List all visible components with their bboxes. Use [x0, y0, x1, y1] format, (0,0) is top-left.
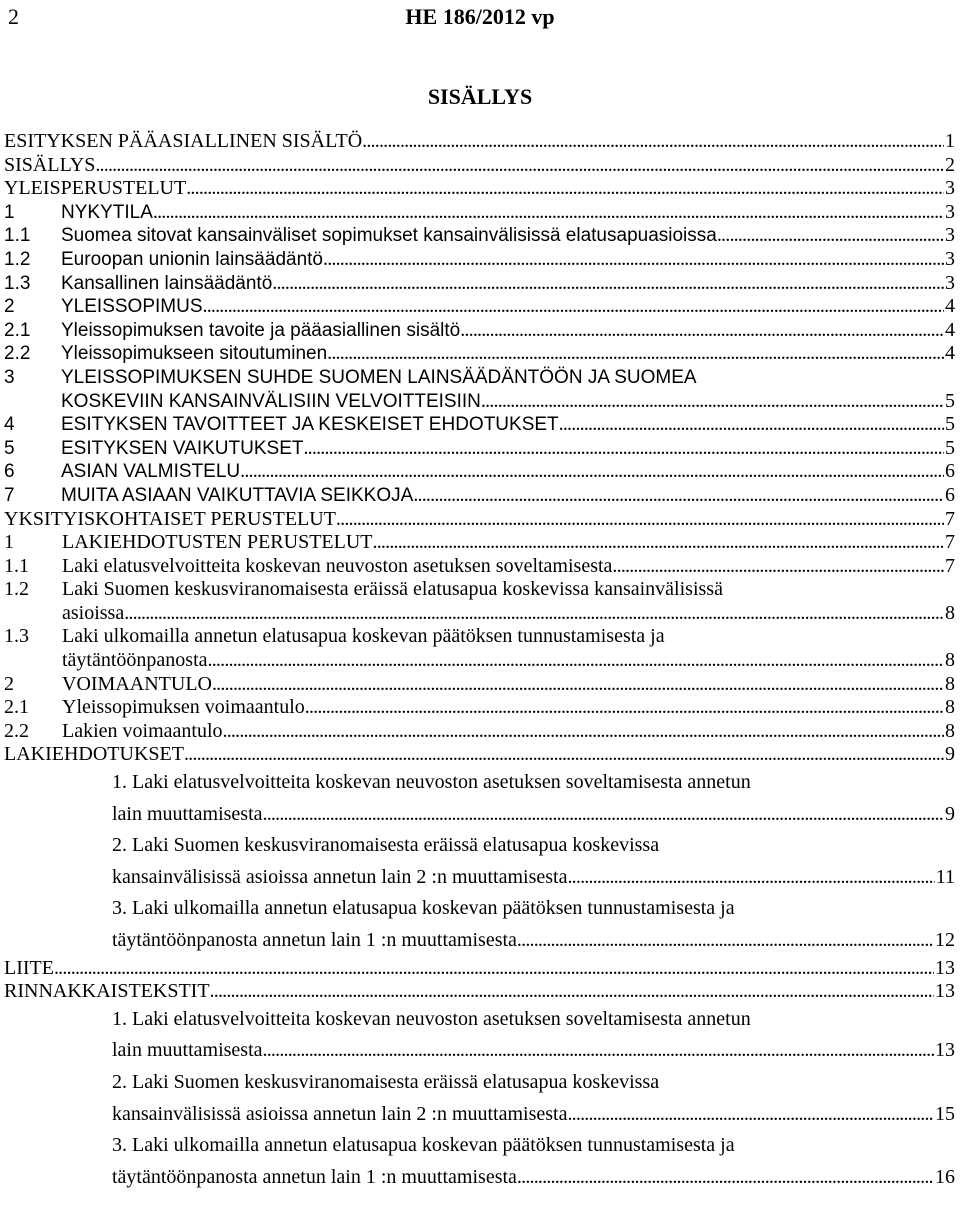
toc-entry-text: ESITYKSEN TAVOITTEET JA KESKEISET EHDOTUKSET: [61, 414, 559, 436]
dot-leader: [323, 248, 944, 272]
dot-leader: [612, 555, 944, 579]
toc-page-number: 5: [945, 436, 955, 459]
dot-leader: [717, 224, 944, 248]
toc-page-number: 13: [935, 1039, 955, 1062]
toc-entry[interactable]: [4, 319, 955, 343]
toc-page-number: 2: [945, 153, 955, 176]
toc-page-number: 13: [935, 980, 955, 1003]
toc-page-number: 8: [945, 672, 955, 695]
dot-leader: [567, 1099, 934, 1131]
toc-entry-text: LAKIEHDOTUKSET: [4, 743, 184, 766]
dot-leader: [327, 342, 944, 366]
toc-entry-text: 2. Laki Suomen keskusviranomaisesta eräissä elatusapua koskevissa: [112, 834, 660, 857]
toc-entry-number: 1: [4, 201, 15, 223]
toc-entry[interactable]: [4, 460, 955, 484]
toc-entry[interactable]: [4, 893, 955, 956]
toc-entry[interactable]: [4, 555, 955, 579]
toc-page-number: 1: [945, 130, 955, 152]
toc-title: SISÄLLYS: [427, 84, 533, 109]
toc-entry[interactable]: [4, 413, 955, 437]
toc-entry-text: ESITYKSEN VAIKUTUKSET: [61, 437, 304, 459]
toc-entry-text: VOIMAANTULO: [62, 672, 212, 695]
toc-entry-text: Yleissopimuksen tavoite ja pääasiallinen sisältö: [61, 319, 461, 341]
toc-entry[interactable]: [4, 201, 955, 225]
toc-entry-number: 1: [4, 531, 14, 554]
toc-entry-text: lain muuttamisesta: [112, 802, 263, 825]
toc-entry[interactable]: [4, 696, 955, 720]
toc-entry[interactable]: [4, 1130, 955, 1193]
toc-entry[interactable]: [4, 342, 955, 366]
toc-entry[interactable]: [4, 224, 955, 248]
toc-entry-number: 1.2: [4, 578, 29, 601]
toc-page-number: 5: [945, 413, 955, 436]
dot-leader: [184, 743, 944, 767]
toc-page-number: 4: [945, 342, 955, 365]
toc-entry-text: KOSKEVIIN KANSAINVÄLISIIN VELVOITTEISIIN: [61, 390, 481, 412]
dot-leader: [95, 154, 944, 178]
toc-page-number: 3: [945, 271, 955, 294]
toc-entry[interactable]: [4, 720, 955, 744]
dot-leader: [517, 1162, 934, 1194]
toc-entry[interactable]: [4, 743, 955, 767]
toc-entry[interactable]: [4, 625, 955, 672]
toc-entry-text: YLEISSOPIMUKSEN SUHDE SUOMEN LAINSÄÄDÄNTÖÖN JA SUOMEA: [61, 366, 697, 388]
toc-page-number: 12: [935, 929, 955, 951]
toc-entry-number: 1.1: [4, 554, 29, 577]
toc-entry-text: RINNAKKAISTEKSTIT: [4, 980, 210, 1003]
toc-entry-text: kansainvälisissä asioissa annetun lain 2 :n muuttamisesta: [112, 1102, 568, 1125]
dot-leader: [481, 390, 944, 414]
toc-page-number: 3: [945, 224, 955, 247]
toc-entry-text: YLEISPERUSTELUT: [4, 177, 187, 200]
toc-entry-number: 2.2: [4, 719, 29, 742]
toc-entry-number: 4: [4, 414, 15, 436]
toc-entry-text: 3. Laki ulkomailla annetun elatusapua koskevan päätöksen tunnustamisesta ja: [112, 897, 735, 920]
dot-leader: [272, 272, 944, 296]
toc-entry-text: 1. Laki elatusvelvoitteita koskevan neuvoston asetuksen soveltamisesta annetun: [112, 1007, 751, 1030]
dot-leader: [263, 799, 944, 831]
document-id: HE 186/2012 vp: [405, 4, 555, 29]
toc-entry-number: 2.1: [4, 696, 29, 719]
toc-page-number: 4: [945, 318, 955, 341]
toc-page-number: 3: [945, 177, 955, 200]
toc-entry[interactable]: [4, 295, 955, 319]
toc-page-number: 13: [935, 956, 955, 979]
toc-entry[interactable]: [4, 366, 955, 413]
toc-entry-text: 3. Laki ulkomailla annetun elatusapua koskevan päätöksen tunnustamisesta ja: [112, 1134, 735, 1157]
toc-entry-number: 1.1: [4, 225, 31, 247]
toc-entry-text: MUITA ASIAAN VAIKUTTAVIA SEIKKOJA: [61, 484, 414, 506]
toc-entry-text: Laki ulkomailla annetun elatusapua koskevan päätöksen tunnustamisesta ja: [62, 625, 665, 648]
toc-entry-number: 1.3: [4, 625, 29, 648]
toc-entry-text: Euroopan unionin lainsäädäntö: [61, 248, 323, 270]
dot-leader: [517, 925, 934, 957]
toc-page-number: 11: [935, 865, 955, 888]
toc-entry-text: ESITYKSEN PÄÄASIALLINEN SISÄLTÖ: [4, 130, 363, 152]
toc-entry-number: 2.1: [4, 319, 31, 341]
dot-leader: [203, 295, 945, 319]
toc-entry[interactable]: [4, 484, 955, 508]
dot-leader: [373, 531, 944, 555]
toc-page-number: 7: [945, 531, 955, 554]
toc-entry-text: 2. Laki Suomen keskusviranomaisesta eräissä elatusapua koskevissa: [112, 1070, 660, 1093]
dot-leader: [54, 957, 934, 981]
toc-page-number: 7: [945, 507, 955, 530]
toc-entry-text: asioissa: [62, 601, 125, 624]
toc-page-number: 7: [945, 554, 955, 577]
toc-entry[interactable]: [4, 830, 955, 893]
dot-leader: [212, 673, 944, 697]
toc-entry-number: 2: [4, 672, 14, 695]
dot-leader: [208, 649, 944, 673]
toc-entry[interactable]: [4, 1067, 955, 1130]
toc-page-number: 8: [945, 696, 955, 719]
toc-entry-text: LAKIEHDOTUSTEN PERUSTELUT: [62, 531, 373, 554]
toc-entry[interactable]: [4, 578, 955, 625]
toc-entry-text: täytäntöönpanosta: [62, 649, 208, 672]
toc-entry[interactable]: [4, 980, 955, 1004]
toc-entry-text: SISÄLLYS: [4, 153, 96, 176]
table-of-contents: [4, 130, 955, 1193]
toc-entry-text: täytäntöönpanosta annetun lain 1 :n muuttamisesta: [112, 929, 517, 951]
toc-entry[interactable]: [4, 767, 955, 830]
toc-entry-text: Yleissopimukseen sitoutuminen: [61, 343, 328, 365]
dot-leader: [305, 696, 944, 720]
toc-entry-number: 1.3: [4, 272, 31, 294]
dot-leader: [223, 720, 944, 744]
dot-leader: [186, 177, 944, 201]
toc-page-number: 8: [945, 649, 955, 672]
toc-entry[interactable]: [4, 531, 955, 555]
toc-entry[interactable]: [4, 957, 955, 981]
toc-page-number: 9: [945, 802, 955, 825]
toc-entry[interactable]: [4, 673, 955, 697]
toc-page-number: 16: [935, 1165, 955, 1188]
toc-entry-number: 3: [4, 366, 15, 388]
dot-leader: [460, 319, 944, 343]
toc-page-number: 5: [945, 389, 955, 412]
toc-entry-text: Yleissopimuksen voimaantulo: [62, 696, 305, 719]
dot-leader: [263, 1035, 934, 1067]
toc-entry-text: kansainvälisissä asioissa annetun lain 2 :n muuttamisesta: [112, 865, 568, 888]
toc-entry-number: 5: [4, 437, 15, 459]
toc-entry-text: NYKYTILA: [61, 201, 153, 223]
toc-entry-number: 2: [4, 296, 15, 318]
toc-entry[interactable]: [4, 154, 955, 178]
dot-leader: [124, 602, 944, 626]
dot-leader: [559, 413, 944, 437]
dot-leader: [153, 201, 944, 225]
toc-page-number: 4: [945, 295, 955, 318]
toc-entry-text: Suomea sitovat kansainväliset sopimukset kansainvälisissä elatusapuasioissa: [61, 225, 717, 247]
toc-page-number: 8: [945, 601, 955, 624]
toc-page-number: 3: [945, 200, 955, 223]
toc-page-number: 6: [945, 460, 955, 483]
toc-entry-text: LIITE: [4, 956, 54, 979]
toc-entry-text: lain muuttamisesta: [112, 1039, 263, 1062]
toc-entry-text: täytäntöönpanosta annetun lain 1 :n muuttamisesta: [112, 1165, 517, 1188]
toc-page-number: 3: [945, 247, 955, 270]
toc-entry-number: 7: [4, 484, 15, 506]
toc-entry-text: ASIAN VALMISTELU: [61, 461, 241, 483]
toc-entry-number: 6: [4, 461, 15, 483]
toc-page-number: 9: [945, 743, 955, 766]
toc-entry-text: YKSITYISKOHTAISET PERUSTELUT: [4, 507, 336, 530]
toc-entry[interactable]: [4, 177, 955, 201]
toc-entry[interactable]: [4, 130, 955, 154]
toc-page-number: 8: [945, 719, 955, 742]
toc-entry-number: 2.2: [4, 343, 31, 365]
toc-entry-text: 1. Laki elatusvelvoitteita koskevan neuvoston asetuksen soveltamisesta annetun: [112, 771, 751, 794]
toc-entry[interactable]: [4, 437, 955, 461]
dot-leader: [336, 508, 944, 532]
toc-page-number: 6: [945, 483, 955, 506]
toc-entry-text: Kansallinen lainsäädäntö: [61, 272, 273, 294]
dot-leader: [362, 130, 944, 154]
toc-entry[interactable]: [4, 272, 955, 296]
dot-leader: [303, 437, 944, 461]
toc-entry-text: Laki Suomen keskusviranomaisesta eräissä elatusapua koskevissa kansainvälisissä: [62, 578, 723, 601]
toc-entry[interactable]: [4, 508, 955, 532]
toc-entry-text: Lakien voimaantulo: [62, 719, 223, 742]
dot-leader: [240, 460, 944, 484]
toc-page-number: 15: [935, 1102, 955, 1125]
dot-leader: [567, 862, 934, 894]
dot-leader: [210, 980, 934, 1004]
dot-leader: [413, 484, 944, 508]
toc-entry-text: Laki elatusvelvoitteita koskevan neuvoston asetuksen soveltamisesta: [62, 554, 613, 577]
toc-entry-text: YLEISSOPIMUS: [61, 296, 203, 318]
toc-entry-number: 1.2: [4, 248, 31, 270]
page-number: 2: [8, 4, 19, 29]
toc-entry[interactable]: [4, 248, 955, 272]
toc-entry[interactable]: [4, 1004, 955, 1067]
